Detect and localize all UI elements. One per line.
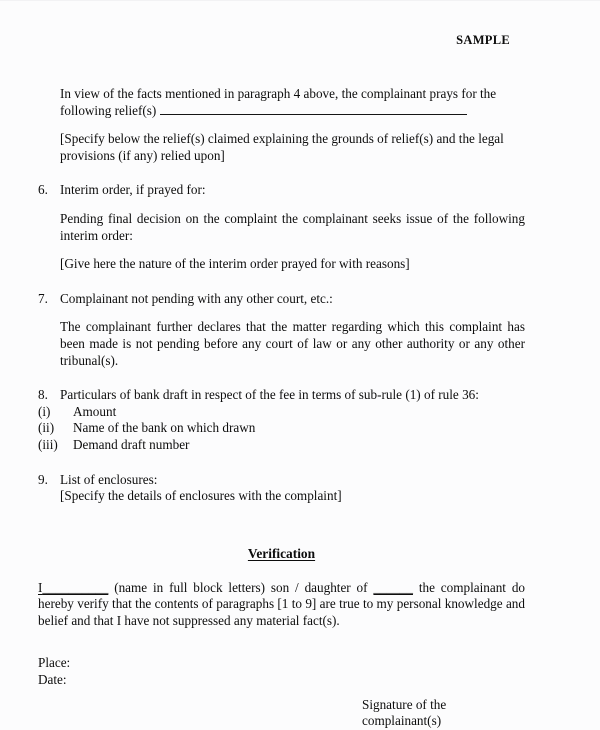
verification-name-underscores: __________ [42,579,109,595]
page-top-divider [0,0,600,1]
verification-heading-text: Verification [247,545,316,561]
item-6-number: 6. [38,182,48,198]
verification-statement [38,580,525,630]
relief-intro-paragraph [60,86,525,119]
item-6 [38,182,525,199]
item-8-sub-item [38,404,525,421]
item-8-sub-list [38,404,525,454]
item-9-number: 9. [38,471,48,487]
item-8-sub-item [38,420,525,437]
item-7 [38,291,525,308]
item-8-sub-item [38,437,525,454]
document-content [38,86,525,730]
relief-intro-line-2-prefix: following relief(s) [60,102,157,118]
footer-place-date [38,655,525,688]
date-label: Date: [38,672,67,688]
item-8-number: 8. [38,387,48,403]
relief-intro-line-1: In view of the facts mentioned in paragraph 4 above, the complainant prays for the [60,86,497,101]
signature-label: Signature of the complainant(s) [362,696,447,729]
verification-relation-blank[interactable]: ______ [373,579,413,595]
item-8-heading: Particulars of bank draft in respect of the fee in terms of sub-rule (1) of rule 36: [60,387,479,403]
place-label: Place: [38,655,71,671]
item-7-body: The complainant further declares that the matter regarding which this complaint has been made is not pending before any court of law or any other authority or any other tribunal(s). [60,319,525,368]
item-7-number: 7. [38,290,48,306]
relief-fill-in-blank[interactable] [160,103,467,115]
verification-heading [38,545,525,562]
item-6-heading: Interim order, if prayed for: [60,182,206,198]
item-8-sub-label-draft-number: Demand draft number [73,436,190,452]
item-9-note: [Specify the details of enclosures with the complaint] [60,488,342,504]
item-8-sub-label-bank-name: Name of the bank on which drawn [73,420,256,436]
sample-watermark-label: SAMPLE [456,33,510,47]
item-6-note: [Give here the nature of the interim order prayed for with reasons] [60,256,410,272]
verification-after-name-text: (name in full block letters) son / daughter of [108,579,374,595]
item-7-heading: Complainant not pending with any other court, etc.: [60,290,333,306]
item-9 [38,472,525,505]
verification-lead-letter: I [38,579,43,595]
item-6-body: Pending final decision on the complaint the complainant seeks issue of the following interim order: [60,210,525,243]
item-8-sub-label-amount: Amount [73,403,117,419]
item-8-sub-marker-ii: (ii) [38,420,55,436]
relief-specify-note: [Specify below the relief(s) claimed explaining the grounds of relief(s) and the legal provisions (if any) relied upon] [60,131,504,163]
item-8-sub-marker-i: (i) [38,403,51,419]
verification-name-blank[interactable] [38,580,108,595]
verification-after-relation-text: the complainant do hereby verify that the contents of paragraphs [1 to 9] are true to my personal knowledge and belief and that I have not suppressed any material fact(s). [38,579,526,628]
item-9-heading: List of enclosures: [60,471,158,487]
item-8-sub-marker-iii: (iii) [38,436,58,452]
item-8 [38,387,525,404]
